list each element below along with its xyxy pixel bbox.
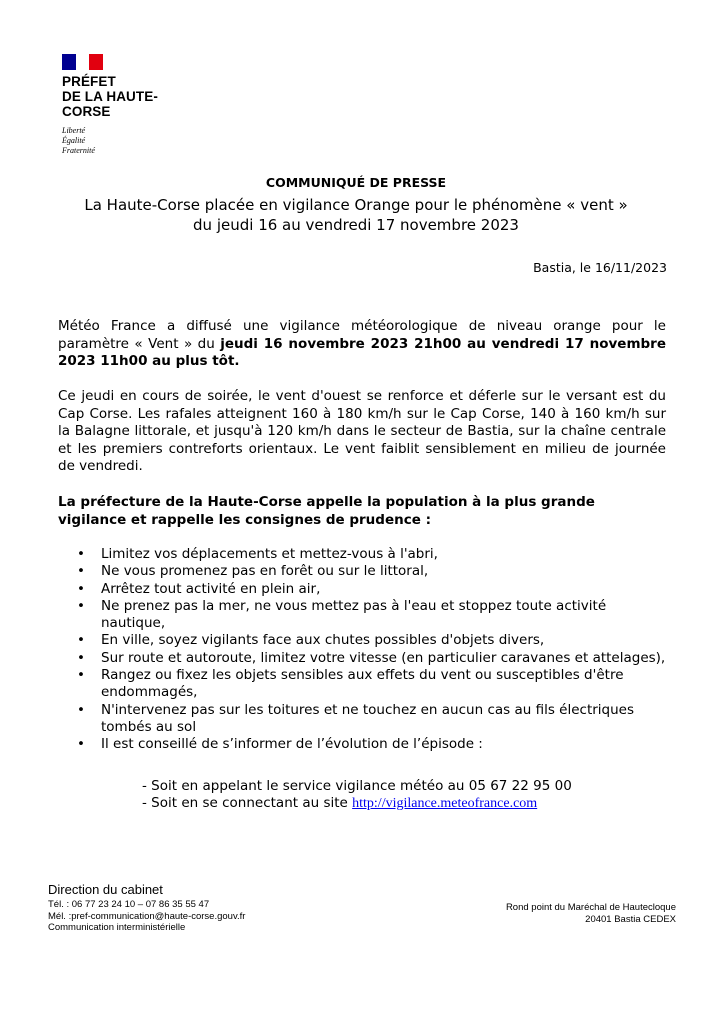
- website-source: - Soit en se connectant au site http://vigilance.meteofrance.com: [142, 795, 538, 812]
- republic-flag-logo: [62, 54, 103, 70]
- list-item: • Ne vous promenez pas en forêt ou sur le littoral,: [77, 563, 429, 580]
- list-item: • Arrêtez tout activité en plein air,: [77, 580, 321, 597]
- list-item: • Limitez vos déplacements et mettez-vous à l'abri,: [77, 546, 438, 562]
- list-item: • Sur route et autoroute, limitez votre vitesse (en particulier caravanes et attelages),: [77, 649, 666, 666]
- safety-instructions-list: [72, 546, 668, 754]
- list-item: • Il est conseillé de s’informer de l’évolution de l’épisode :: [77, 736, 483, 753]
- footer-phone: Tél. : 06 77 23 24 10 – 07 86 35 55 47: [48, 899, 210, 910]
- vigilance-link[interactable]: http://vigilance.meteofrance.com: [352, 796, 538, 812]
- republic-motto: Liberté Égalité Fraternité: [62, 126, 95, 155]
- prudence-call: La préfecture de la Haute-Corse appelle la population à la plus grande vigilance et rappelle les consignes de prudence :: [58, 494, 595, 528]
- intro-text: Météo France a diffusé une vigilance météorologique de niveau orange pour le paramètre « Vent » du: [58, 318, 666, 352]
- alert-period: jeudi 16 novembre 2023 21h00 au vendredi 17 novembre 2023 11h00 au plus tôt.: [58, 335, 666, 369]
- information-sources: [142, 778, 572, 813]
- list-item: • En ville, soyez vigilants face aux chutes possibles d'objets divers,: [77, 632, 545, 649]
- prefect-name: PRÉFET DE LA HAUTE- CORSE: [62, 74, 158, 119]
- headline-line-1: La Haute-Corse placée en vigilance Orange pour le phénomène « vent »: [84, 196, 628, 214]
- footer-address: Rond point du Maréchal de Hautecloque 20401 Bastia CEDEX: [505, 902, 676, 925]
- document-type: COMMUNIQUÉ DE PRESSE: [265, 175, 447, 190]
- headline-line-2: du jeudi 16 au vendredi 17 novembre 2023: [193, 216, 519, 234]
- phone-source: - Soit en appelant le service vigilance météo au 05 67 22 95 00: [142, 778, 572, 794]
- list-item: • Rangez ou fixez les objets sensibles aux effets du vent ou susceptibles d'être endommagés,: [77, 667, 624, 701]
- list-item: • N'intervenez pas sur les toitures et ne touchez en aucun cas au fils électriques tombés au sol: [77, 701, 634, 735]
- list-item: • Ne prenez pas la mer, ne vous mettez pas à l'eau et stoppez toute activité nautique,: [77, 597, 607, 632]
- wind-forecast-paragraph: Ce jeudi en cours de soirée, le vent d'ouest se renforce et déferle sur le versant est du Cap Corse. Les rafales atteignent 160 à 180 km/h sur le Cap Corse, 140 à 160 km/h sur la Balagne littorale, et jusqu'à 120 km/h dans le secteur de Bastia, sur la chaîne centrale et les premiers contreforts orientaux. Le vent faiblit sensiblement en milieu de journée de vendredi.: [58, 388, 666, 474]
- footer-contacts: [48, 899, 245, 934]
- footer-service: Communication interministérielle: [48, 922, 186, 933]
- footer-email: Mél. :pref-communication@haute-corse.gouv.fr: [48, 910, 246, 922]
- intro-paragraph: [58, 318, 666, 371]
- marianne-icon: [73, 55, 91, 69]
- issue-date: Bastia, le 16/11/2023: [533, 260, 667, 275]
- footer-department: Direction du cabinet: [48, 882, 163, 897]
